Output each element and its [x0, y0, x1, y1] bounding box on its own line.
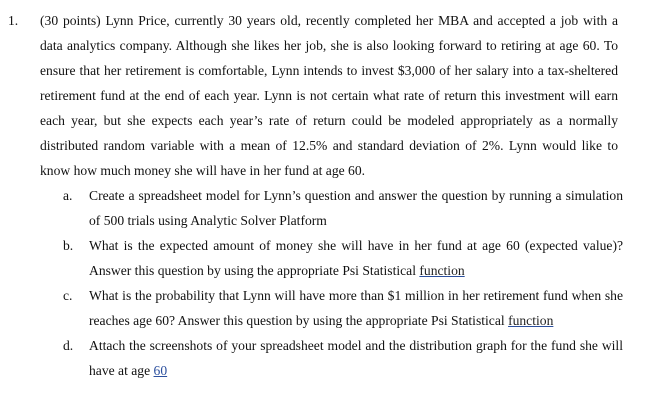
sub-question-d-text: Attach the screenshots of your spreadsheet model and the distribution graph for the fund she will have at age	[89, 338, 623, 378]
sub-question-d	[63, 333, 623, 383]
sub-question-a-text: Create a spreadsheet model for Lynn’s question and answer the question by running a simulation of 500 trials using Analytic Solver Platform	[89, 188, 623, 228]
function-link[interactable]: function	[508, 313, 554, 328]
sub-question-marker: b.	[63, 238, 74, 253]
sub-question-a	[63, 183, 623, 233]
sub-question-text	[89, 183, 623, 233]
function-link[interactable]: function	[419, 263, 465, 278]
sub-question-c	[63, 283, 623, 333]
sub-question-marker: c.	[63, 288, 73, 303]
sub-question-b	[63, 233, 623, 283]
question-body: (30 points) Lynn Price, currently 30 years old, recently completed her MBA and accepted a job with a data analytics company. Although she likes her job, she is also looking forward to retiring at age 60. To ensure that her retirement is comfortable, Lynn intends to invest $3,000 of her salary into a tax-sheltered retirement fund at the end of each year. Lynn is not certain what rate of return this investment will earn each year, but she expects each year’s rate of return could be modeled appropriately as a normally distributed random variable with a mean of 12.5% and standard deviation of 2%. Lynn would like to know how much money she will have in her fund at age 60.	[40, 13, 618, 178]
sub-question-marker: d.	[63, 338, 74, 353]
sub-question-c-text: What is the probability that Lynn will have more than $1 million in her retirement fund when she reaches age 60? Answer this question by using the appropriate Psi Statistical	[89, 288, 623, 328]
question-number: 1.	[8, 13, 19, 28]
sub-question-text	[89, 333, 623, 383]
sub-question-marker: a.	[63, 188, 73, 203]
sub-question-list	[63, 183, 623, 383]
age-60-link[interactable]: 60	[153, 363, 168, 378]
sub-question-text	[89, 283, 623, 333]
sub-question-text	[89, 233, 623, 283]
sub-question-b-text: What is the expected amount of money she will have in her fund at age 60 (expected value)? Answer this question by using the appropriate Psi Statistical	[89, 238, 623, 278]
